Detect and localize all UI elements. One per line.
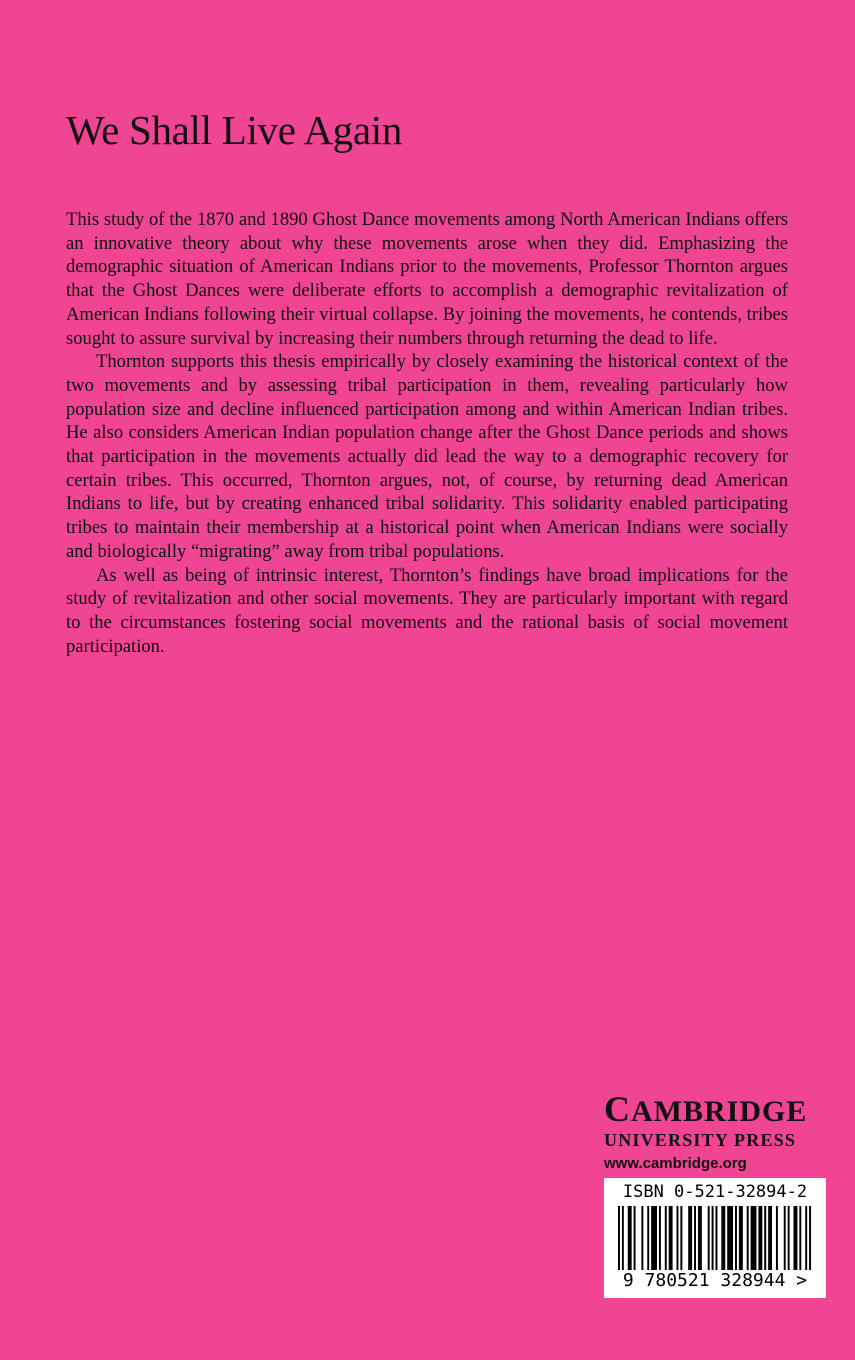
publisher-website: www.cambridge.org [604,1155,747,1172]
isbn-barcode [604,1178,826,1298]
back-cover-blurb [66,208,788,658]
book-title: We Shall Live Again [66,107,403,153]
barcode-bars [604,1206,826,1272]
blurb-paragraph: As well as being of intrinsic interest, Thornton’s findings have broad implications for the study of revitalization and other social movements. They are particularly important with regard to the circumstances fostering social movements and the rational basis of social movement participation. [66,564,788,657]
publisher-subtitle: UNIVERSITY PRESS [604,1130,797,1150]
blurb-paragraph: Thornton supports this thesis empirically by closely examining the historical context of the two movements and by assessing tribal participation in them, revealing particularly how population size and decline influenced participation among and within American Indian tribes. He also considers American Indian population change after the Ghost Dance periods and shows that participation in the movements actually did lead the way to a demographic recovery for certain tribes. This occurred, Thornton argues, not, of course, by returning dead American Indians to life, but by creating enhanced tribal solidarity. This solidarity enabled participating tribes to maintain their membership at a historical point when American Indians were socially and biologically “migrating” away from tribal populations. [66,351,788,562]
publisher-name: CAMBRIDGE [604,1089,808,1129]
ean-digits: 9 780521 328944 > [622,1270,808,1291]
publisher-logo [604,1089,826,1172]
isbn-number: ISBN 0-521-32894-2 [622,1182,808,1202]
blurb-paragraph: This study of the 1870 and 1890 Ghost Dance movements among North American Indians offers an innovative theory about why these movements arose when they did. Emphasizing the demographic situation of American Indians prior to the movements, Professor Thornton argues that the Ghost Dances were deliberate efforts to accomplish a demographic revitalization of American Indians following their virtual collapse. By joining the movements, he contends, tribes sought to assure survival by increasing their numbers through returning the dead to life. [66,209,788,349]
